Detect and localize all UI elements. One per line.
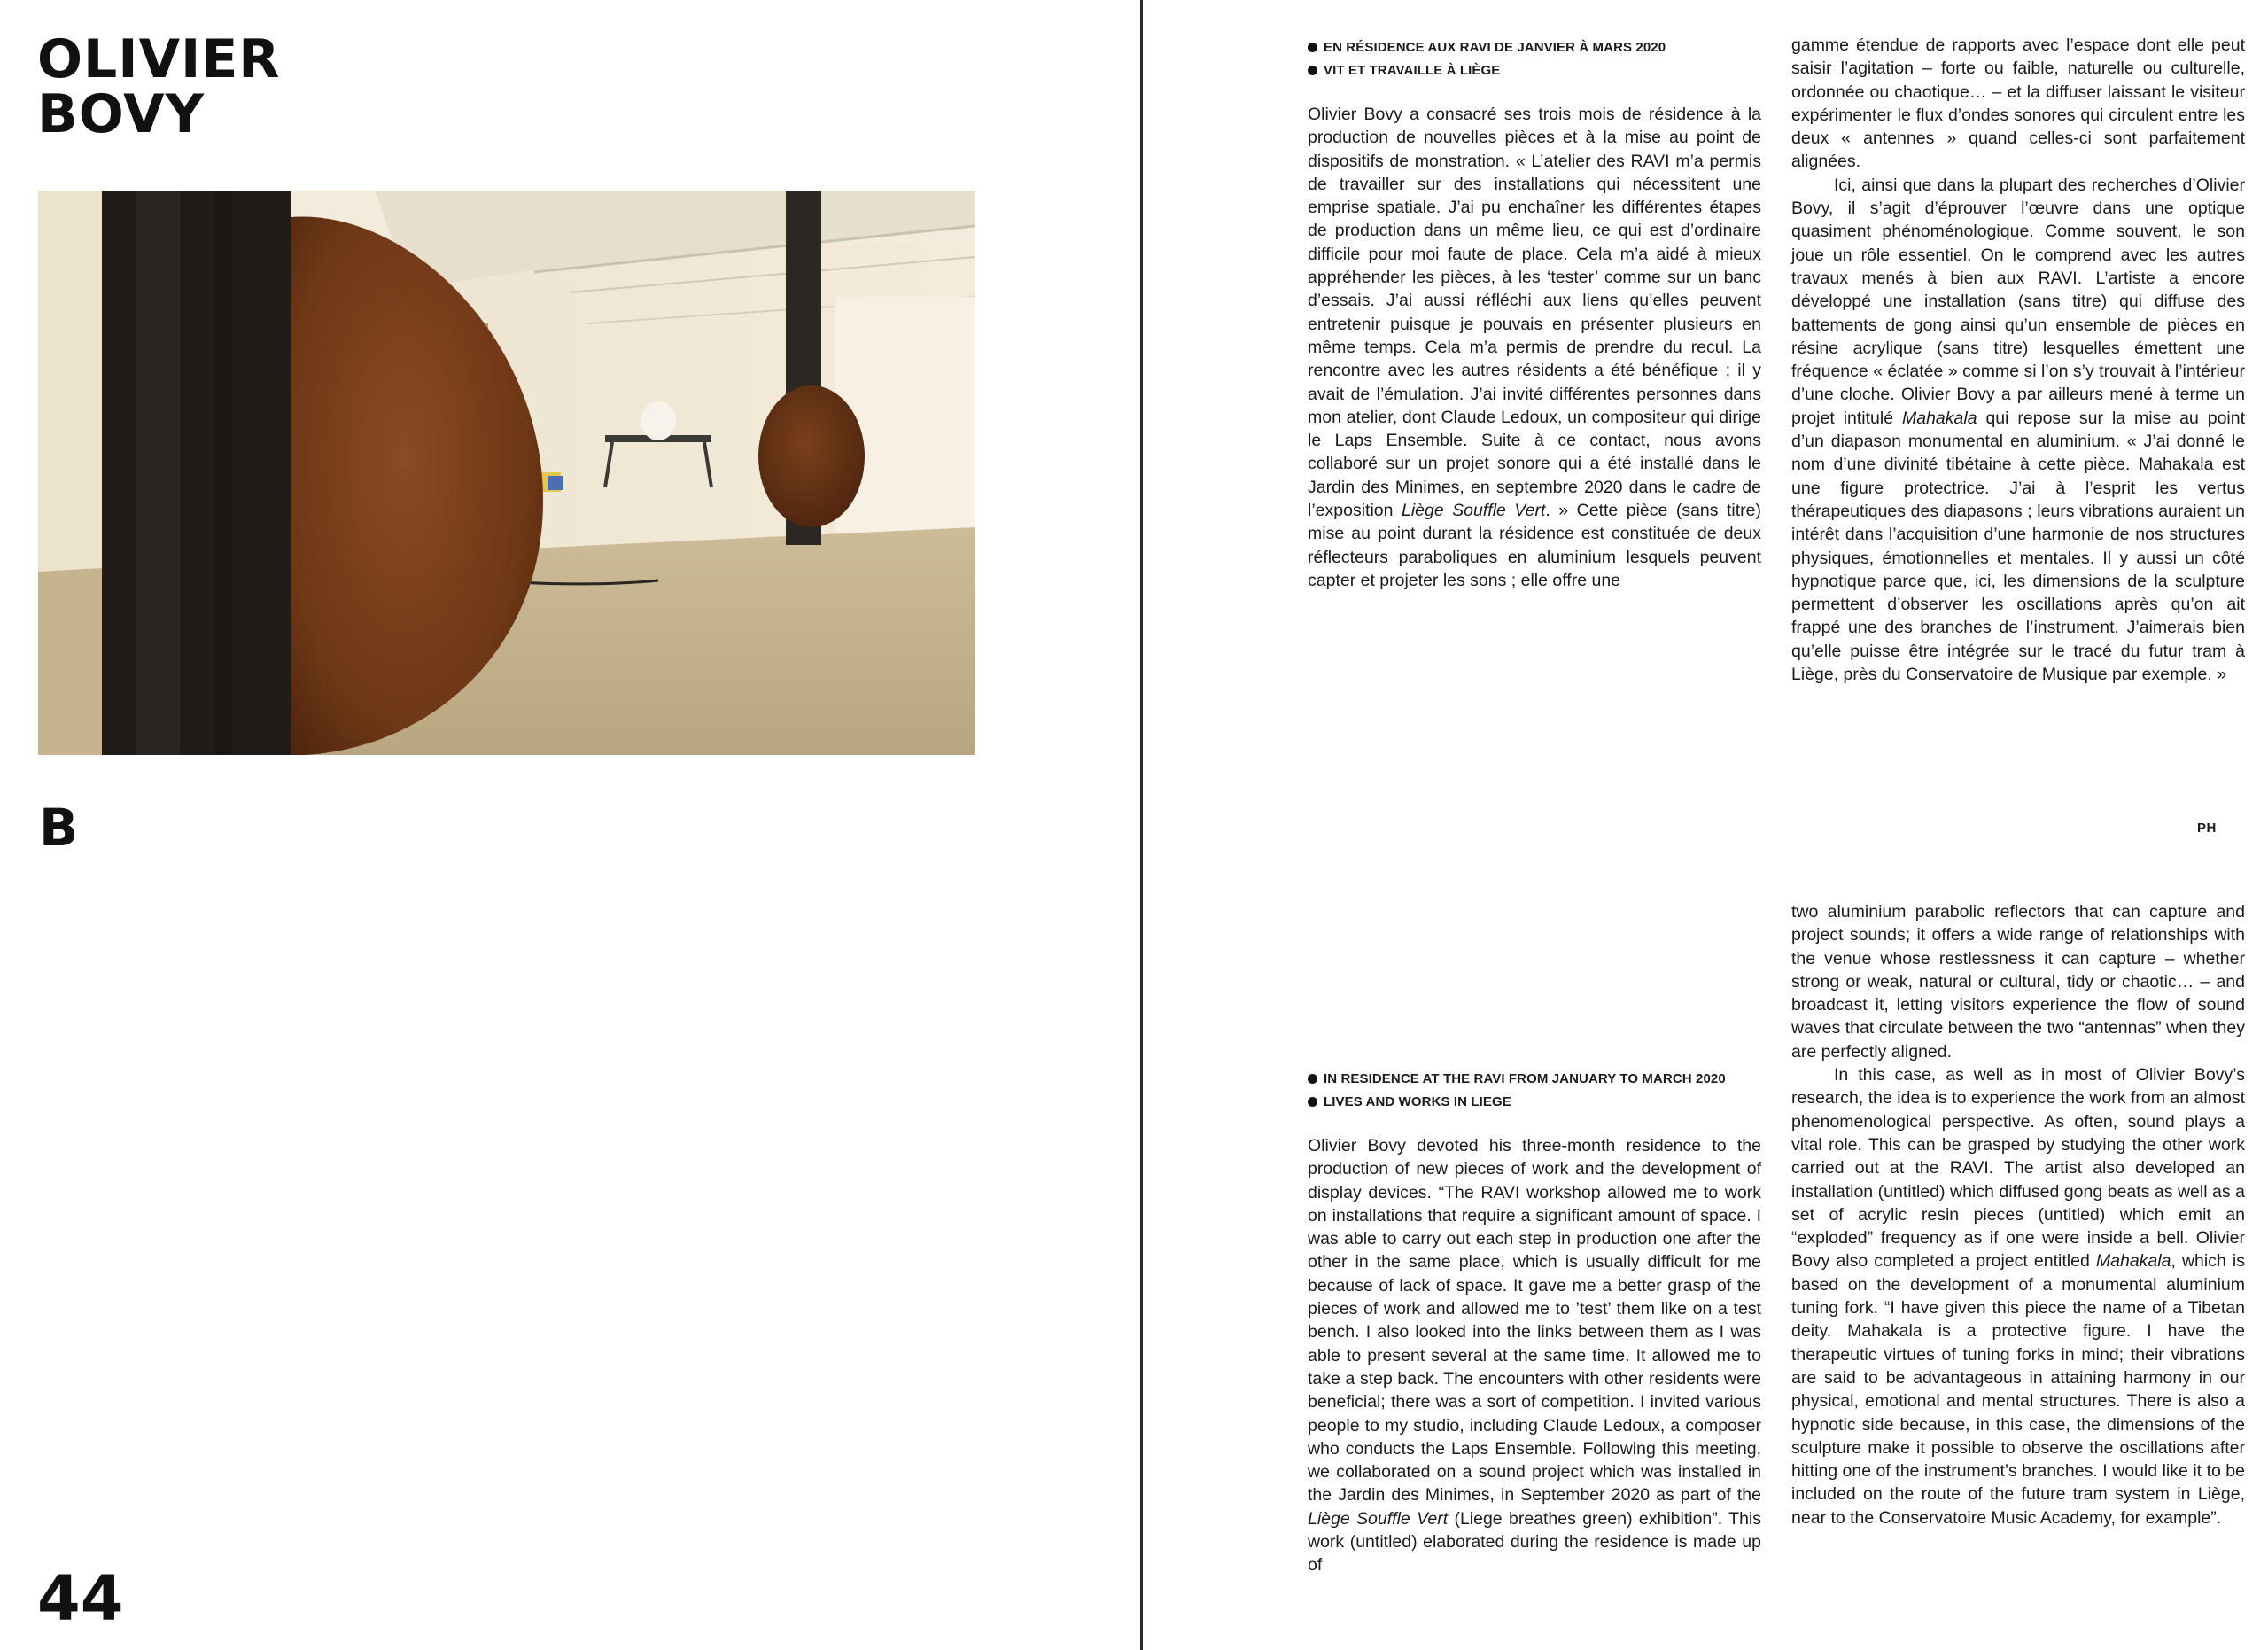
french-meta-list bbox=[1308, 36, 1666, 82]
bullet-dot-icon bbox=[1308, 1097, 1317, 1107]
page-number: 44 bbox=[37, 1562, 124, 1635]
french-paragraph-1-cont: gamme étendue de rapports avec l’espace dont elle peut saisir l’agitation – forte ou faible, naturelle ou culturelle, ordonnée ou chaotique… – et la diffuser laissant le visiteur expérimenter le flux d’ondes sonores qui circulent entre les deux « antennes » quand celles-ci sont parfaitement alignées. bbox=[1791, 35, 2245, 172]
english-meta-list bbox=[1308, 1068, 1726, 1114]
bullet-dot-icon bbox=[1308, 43, 1317, 52]
title-last-name: BOVY bbox=[37, 83, 206, 145]
studio-photo bbox=[38, 191, 975, 755]
english-paragraph-1-cont: two aluminium parabolic reflectors that can capture and project sounds; it offers a wide range of relationships with the venue whose restlessness it can capture – whether strong or weak, natural or cultural, tidy or chaotic… – and broadcast it, letting visitors experience the flow of sound waves that circulate between the two “antennas” when they are perfectly aligned. bbox=[1791, 902, 2245, 1062]
exhibition-title: Liège Souffle Vert bbox=[1308, 1508, 1449, 1529]
work-title: Mahakala bbox=[1901, 408, 1977, 428]
english-column-2 bbox=[1791, 900, 2245, 1529]
english-column-1 bbox=[1308, 1134, 1761, 1577]
artist-name-title bbox=[37, 28, 281, 145]
french-column-1 bbox=[1308, 103, 1761, 592]
french-column-2 bbox=[1791, 34, 2245, 686]
english-paragraph-2: In this case, as well as in most of Olivier Bovy’s research, the idea is to experience the work from an almost phenomenological perspective. As often, sound plays a vital role. This can be grasped by studying the other work carried out at the RAVI. The artist also developed an installation (untitled) which diffused gong beats as well as a set of acrylic resin pieces (untitled) which emit an “exploded” frequency as if one were inside a bell. Olivier Bovy also completed a project entitled Mahakala, which is based on the development of a monumental aluminium tuning fork. “I have given this piece the name of a Tibetan deity. Mahakala is a protective figure. I have the therapeutic virtues of tuning forks in mind; their vibrations are said to be advantageous in attaining harmony in our physical, emotional and mental structures. There is also a hypnotic side because, in this case, the dimensions of the sculpture make it possible to observe the oscillations after hitting one of the instrument’s branches. I would like it to be included on the route of the future tram system in Liège, near to the Conservatoire Music Academy, for example”. bbox=[1791, 1065, 2245, 1528]
author-signature: PH bbox=[2197, 821, 2217, 836]
work-title: Mahakala bbox=[2095, 1251, 2171, 1272]
title-first-name: OLIVIER bbox=[37, 28, 281, 90]
english-paragraph-1: Olivier Bovy devoted his three-month residence to the production of new pieces of work and the development of display devices. “The RAVI workshop allowed me to work on installations that require a significant amount of space. I was able to carry out each step in production one after the other in the same place, which is usually difficult for me because of lack of space. It gave me a better grasp of the pieces of work and allowed me to ’test’ them like on a test bench. I also looked into the links between them as I was able to present several at the same time. It allowed me to take a step back. The encounters with other residents were beneficial; there was a sort of competition. I invited various people to my studio, including Claude Ledoux, a composer who conducts the Laps Ensemble. Following this meeting, we collaborated on a sound project which was installed in the Jardin des Minimes, in September 2020 as part of the Liège Souffle Vert (Liege breathes green) exhibition”. This work (untitled) elaborated during the residence is made up of bbox=[1308, 1136, 1762, 1576]
english-meta-location: LIVES AND WORKS IN LIEGE bbox=[1308, 1091, 1726, 1114]
french-paragraph-2: Ici, ainsi que dans la plupart des recherches d’Olivier Bovy, il s’agit d’éprouver l’œuvre dans une optique quasiment phénoménologique. Comme souvent, le son joue un rôle essentiel. On le comprend avec les autres travaux menés à bien aux RAVI. L’artiste a encore développé une installation (sans titre) qui diffuse des battements de gong ainsi qu’un ensemble de pièces en résine acrylique (sans titre) lesquelles émettent une fréquence « éclatée » comme si l’on s’y trouvait à l’intérieur d’une cloche. Olivier Bovy a par ailleurs mené à terme un projet intitulé Mahakala qui repose sur la mise au point d’un diapason monumental en aluminium. « J’ai donné le nom d’une divinité tibétaine à cette pièce. Mahakala est une figure protectrice. J’ai à l’esprit les vertus thérapeutiques des diapasons ; leurs vibrations auraient un intérêt dans l’acquisition d’une harmonie de nos structures physiques, émotionnelles et mentales. Il y aussi un côté hypnotique parce que, ici, les dimensions de la sculpture permettent d’observer les oscillations après qu’on ait frappé une des branches de l’instrument. J’aimerais bien qu’elle puisse être intégrée sur le tracé du futur tram à Liège, près du Conservatoire de Musique par exemple. » bbox=[1791, 175, 2246, 685]
bullet-dot-icon bbox=[1308, 66, 1317, 75]
french-meta-residence: EN RÉSIDENCE AUX RAVI DE JANVIER À MARS 2020 bbox=[1308, 36, 1666, 59]
section-letter: B bbox=[39, 798, 79, 858]
english-meta-residence: IN RESIDENCE AT THE RAVI FROM JANUARY TO MARCH 2020 bbox=[1308, 1068, 1726, 1091]
french-paragraph-1: Olivier Bovy a consacré ses trois mois de résidence à la production de nouvelles pièces et à la mise au point de dispositifs de monstration. « L’atelier des RAVI m’a permis de travailler sur des installations qui nécessitent une emprise spatiale. J’ai pu enchaîner les différentes étapes de production dans un même lieu, ce qui est d’ordinaire difficile pour moi faute de place. Cela m’a aidé à mieux appréhender les pièces, à les ‘tester’ comme sur un banc d’essais. J’ai aussi réfléchi aux liens qu’elles peuvent entretenir puisque je pouvais en présenter plusieurs en même temps. Cela m’a permis de prendre du recul. La rencontre avec les autres résidents a été bénéfique ; il y avait de l’émulation. J’ai invité différentes personnes dans mon atelier, dont Claude Ledoux, un compositeur qui dirige le Laps Ensemble. Suite à ce contact, nous avons collaboré sur un projet sonore qui a été installé dans le Jardin des Minimes, en septembre 2020 dans le cadre de l’exposition Liège Souffle Vert. » Cette pièce (sans titre) mise au point durant la résidence est constituée de deux réflecteurs paraboliques en aluminium lesquels peuvent capter et projeter les sons ; elle offre une bbox=[1308, 105, 1762, 590]
bullet-dot-icon bbox=[1308, 1074, 1317, 1084]
french-meta-location: VIT ET TRAVAILLE À LIÈGE bbox=[1308, 59, 1666, 82]
exhibition-title: Liège Souffle Vert bbox=[1401, 501, 1546, 521]
page-gutter-divider bbox=[1140, 0, 1143, 1650]
